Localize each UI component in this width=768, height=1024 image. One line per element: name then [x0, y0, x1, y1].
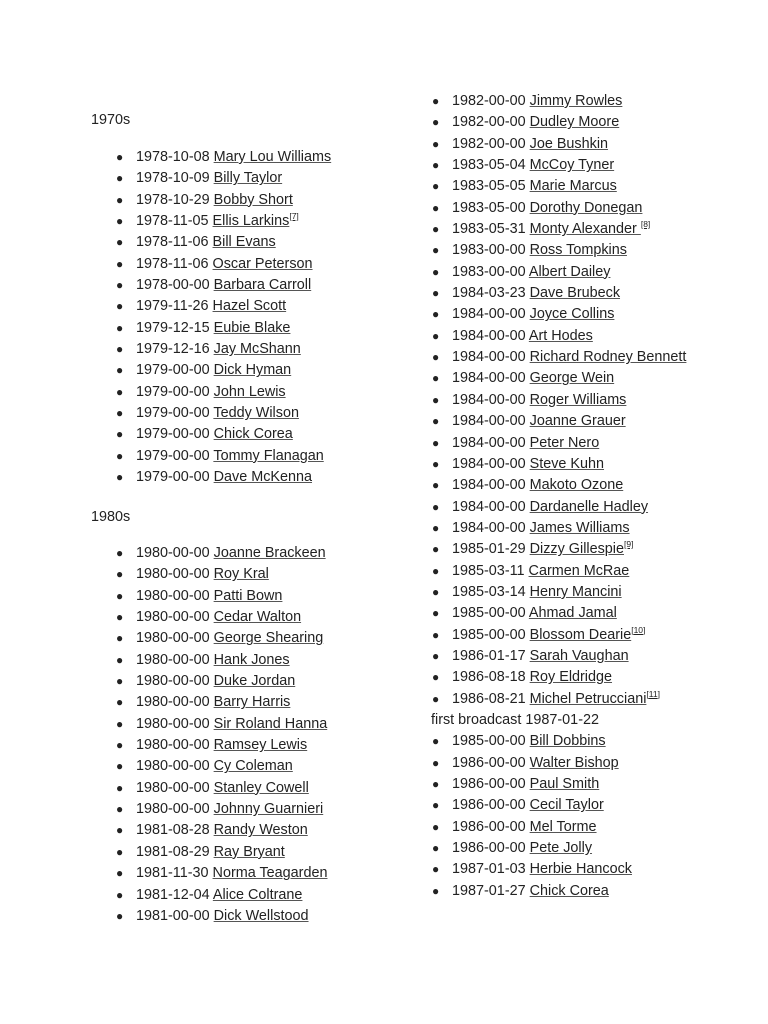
list-1980s: [116, 543, 328, 927]
list-right-column: [431, 91, 712, 902]
list-item: [432, 603, 712, 624]
artist-link[interactable]: Cecil Taylor: [529, 797, 604, 814]
list-item: [116, 714, 328, 735]
bullet-icon: ●: [116, 150, 124, 164]
bullet-icon: ●: [432, 307, 440, 322]
bullet-icon: ●: [432, 648, 440, 663]
artist-link[interactable]: Makoto Ozone: [529, 477, 624, 494]
bullet-icon: ●: [432, 627, 440, 642]
entry-date: 1980-00-00: [136, 587, 210, 604]
artist-link[interactable]: Bill Evans: [212, 234, 276, 251]
list-item: [116, 564, 327, 585]
entry-date: 1984-00-00: [452, 349, 526, 366]
artist-link[interactable]: McCoy Tyner: [529, 157, 615, 174]
bullet-icon: ●: [116, 192, 124, 207]
artist-link[interactable]: Roy Kral: [213, 566, 269, 583]
list-item: [432, 262, 712, 283]
artist-link[interactable]: Tommy Flanagan: [213, 447, 324, 464]
list-item: [432, 497, 712, 518]
entry-date: 1984-00-00: [452, 434, 526, 451]
artist-link[interactable]: Patti Bown: [213, 587, 283, 604]
bullet-icon: ●: [116, 610, 124, 625]
artist-link[interactable]: Monty Alexander: [529, 221, 641, 238]
bullet-icon: ●: [116, 652, 124, 667]
artist-link[interactable]: Billy Taylor: [213, 170, 283, 187]
entry-date: 1980-00-00: [136, 694, 210, 711]
artist-link[interactable]: Barry Harris: [213, 694, 291, 711]
artist-link[interactable]: Hazel Scott: [212, 298, 287, 315]
bullet-icon: ●: [116, 448, 124, 463]
list-item: [116, 586, 327, 607]
list-item: [116, 628, 327, 649]
list-item: [432, 219, 712, 240]
bullet-icon: ●: [116, 406, 124, 421]
bullet-icon: ●: [432, 414, 440, 429]
entry-date: 1982-00-00: [452, 135, 526, 152]
bullet-icon: ●: [116, 278, 124, 293]
list-item: [432, 176, 712, 197]
entry-date: 1987-01-03: [452, 861, 526, 878]
artist-link[interactable]: Dorothy Donegan: [529, 199, 643, 216]
bullet-icon: ●: [432, 862, 440, 877]
artist-link[interactable]: George Wein: [529, 370, 615, 387]
bullet-icon: ●: [432, 841, 440, 856]
bullet-icon: ●: [116, 908, 124, 923]
list-item: [116, 232, 331, 253]
entry-date: 1981-00-00: [136, 907, 210, 924]
bullet-icon: ●: [116, 759, 124, 774]
artist-link[interactable]: Teddy Wilson: [213, 405, 299, 422]
list-item: [116, 799, 327, 820]
artist-link[interactable]: Michel Petrucciani: [529, 690, 647, 707]
section-heading-1970s: 1970s: [91, 112, 131, 128]
entry-note: first broadcast 1987-01-22: [431, 711, 599, 728]
list-item: [432, 91, 712, 112]
list-item: [432, 475, 712, 496]
bullet-icon: ●: [432, 371, 440, 386]
reference-link[interactable]: [7]: [289, 211, 299, 222]
artist-link[interactable]: Roger Williams: [529, 391, 627, 408]
bullet-icon: ●: [432, 499, 440, 514]
artist-link[interactable]: Jimmy Rowles: [529, 93, 623, 109]
entry-date: 1982-00-00: [452, 93, 526, 109]
bullet-icon: ●: [116, 716, 124, 731]
list-item: [432, 582, 712, 603]
artist-link[interactable]: Peter Nero: [529, 434, 600, 451]
entry-date: 1980-00-00: [136, 801, 210, 818]
list-item: [116, 424, 331, 445]
bullet-icon: ●: [116, 427, 124, 442]
entry-date: 1986-00-00: [452, 840, 526, 857]
entry-date: 1983-05-05: [452, 178, 526, 195]
entry-date: 1985-03-11: [452, 562, 525, 579]
artist-link[interactable]: Sir Roland Hanna: [213, 715, 328, 732]
bullet-icon: ●: [116, 299, 124, 314]
entry-date: 1985-00-00: [452, 626, 526, 643]
entry-date: 1984-03-23: [452, 285, 526, 302]
list-item: [116, 147, 332, 168]
entry-date: 1984-00-00: [452, 370, 526, 387]
artist-link[interactable]: Joyce Collins: [529, 306, 615, 323]
entry-date: 1980-00-00: [136, 758, 210, 775]
list-item: [116, 339, 331, 360]
entry-date: 1979-00-00: [136, 426, 210, 443]
entry-date: 1986-00-00: [452, 818, 526, 835]
bullet-icon: ●: [116, 320, 124, 335]
bullet-icon: ●: [432, 478, 440, 493]
artist-link[interactable]: Ross Tompkins: [529, 242, 627, 259]
list-item: [116, 190, 331, 211]
list-item: [116, 211, 331, 232]
bullet-icon: ●: [116, 214, 124, 229]
list-item: [116, 650, 327, 671]
artist-link[interactable]: Oscar Peterson: [212, 255, 313, 272]
entry-date: 1980-00-00: [136, 545, 210, 561]
bullet-icon: ●: [116, 866, 124, 881]
bullet-icon: ●: [116, 631, 124, 646]
list-item: [432, 838, 712, 859]
entry-date: 1986-08-18: [452, 669, 526, 686]
bullet-icon: ●: [432, 606, 440, 621]
entry-date: 1978-11-06: [136, 234, 209, 251]
list-item: [116, 446, 331, 467]
list-item: [116, 168, 331, 189]
entry-date: 1978-10-29: [136, 191, 210, 208]
artist-link[interactable]: James Williams: [529, 519, 630, 536]
bullet-icon: ●: [116, 780, 124, 795]
artist-link[interactable]: Steve Kuhn: [529, 455, 605, 472]
entry-date: 1984-00-00: [452, 477, 526, 494]
artist-link[interactable]: Roy Eldridge: [529, 669, 613, 686]
bullet-icon: ●: [432, 691, 440, 706]
list-item: [432, 240, 712, 261]
artist-link[interactable]: Ahmad Jamal: [528, 605, 617, 622]
list-item: [432, 326, 712, 347]
entry-date: 1979-00-00: [136, 405, 210, 422]
artist-link[interactable]: Dave Brubeck: [529, 285, 621, 302]
bullet-icon: ●: [432, 94, 440, 108]
list-item: [116, 778, 327, 799]
list-item: [432, 881, 712, 902]
entry-date: 1979-00-00: [136, 469, 210, 486]
list-item: [432, 774, 712, 795]
entry-date: 1978-11-06: [136, 255, 209, 272]
list-1970s: [116, 147, 332, 489]
entry-date: 1983-00-00: [452, 242, 526, 259]
list-item: [432, 155, 712, 176]
section-heading-1980s: 1980s: [91, 509, 131, 525]
bullet-icon: ●: [432, 136, 440, 151]
bullet-icon: ●: [432, 243, 440, 258]
bullet-icon: ●: [432, 542, 440, 557]
list-item: [432, 454, 712, 475]
list-item: [432, 539, 712, 560]
entry-date: 1979-00-00: [136, 362, 210, 379]
bullet-icon: ●: [116, 546, 124, 560]
artist-link[interactable]: Paul Smith: [529, 776, 600, 792]
artist-link[interactable]: Dave McKenna: [213, 469, 313, 486]
bullet-icon: ●: [116, 342, 124, 357]
bullet-icon: ●: [432, 115, 440, 130]
bullet-icon: ●: [432, 883, 440, 898]
entry-date: 1980-00-00: [136, 566, 210, 583]
artist-link[interactable]: Marie Marcus: [529, 178, 617, 195]
list-item: [431, 688, 712, 732]
entry-date: 1982-00-00: [452, 114, 526, 131]
artist-link[interactable]: Richard Rodney Bennett: [529, 349, 687, 366]
entry-date: 1985-00-00: [452, 733, 526, 750]
list-item: [116, 403, 331, 424]
artist-link[interactable]: Joanne Brackeen: [213, 545, 326, 561]
bullet-icon: ●: [116, 887, 124, 902]
artist-link[interactable]: Walter Bishop: [529, 754, 619, 771]
list-item: [116, 607, 327, 628]
list-item: [432, 753, 712, 774]
artist-link[interactable]: Dick Wellstood: [213, 907, 309, 924]
bullet-icon: ●: [432, 350, 440, 365]
artist-link[interactable]: Blossom Dearie: [529, 626, 632, 643]
entry-date: 1986-00-00: [452, 776, 526, 792]
list-item: [116, 382, 331, 403]
artist-link[interactable]: Duke Jordan: [213, 673, 296, 690]
artist-link[interactable]: Joe Bushkin: [529, 135, 609, 152]
list-item: [116, 318, 331, 339]
entry-date: 1984-00-00: [452, 455, 526, 472]
entry-date: 1984-00-00: [452, 413, 526, 430]
entry-date: 1986-00-00: [452, 797, 526, 814]
artist-link[interactable]: Ray Bryant: [213, 843, 285, 860]
list-item: [116, 756, 327, 777]
artist-link[interactable]: Dudley Moore: [529, 114, 620, 131]
list-item: [116, 842, 327, 863]
entry-date: 1978-10-08: [136, 149, 210, 165]
reference-link[interactable]: [8]: [640, 219, 651, 230]
bullet-icon: ●: [432, 520, 440, 535]
entry-date: 1980-00-00: [136, 715, 210, 732]
artist-link[interactable]: Mary Lou Williams: [213, 149, 332, 165]
artist-link[interactable]: Art Hodes: [528, 327, 593, 344]
artist-link[interactable]: Henry Mancini: [529, 583, 622, 600]
bullet-icon: ●: [432, 392, 440, 407]
list-item: [116, 543, 327, 564]
bullet-icon: ●: [116, 470, 124, 485]
artist-link[interactable]: Stanley Cowell: [213, 779, 309, 796]
entry-date: 1979-12-16: [136, 341, 210, 358]
entry-date: 1981-11-30: [136, 865, 209, 882]
artist-link[interactable]: Ramsey Lewis: [213, 737, 308, 754]
list-item: [432, 795, 712, 816]
bullet-icon: ●: [432, 222, 440, 237]
list-item: [432, 667, 712, 688]
artist-link[interactable]: Bobby Short: [213, 191, 293, 208]
bullet-icon: ●: [116, 171, 124, 186]
list-item: [116, 735, 327, 756]
bullet-icon: ●: [116, 844, 124, 859]
artist-link[interactable]: Pete Jolly: [529, 840, 593, 857]
bullet-icon: ●: [116, 674, 124, 689]
artist-link[interactable]: Eubie Blake: [213, 319, 291, 336]
entry-date: 1984-00-00: [452, 306, 526, 323]
bullet-icon: ●: [116, 802, 124, 817]
list-item: [432, 624, 712, 646]
bullet-icon: ●: [432, 819, 440, 834]
bullet-icon: ●: [116, 588, 124, 603]
artist-link[interactable]: Barbara Carroll: [213, 277, 312, 294]
entry-date: 1986-00-00: [452, 754, 526, 771]
bullet-icon: ●: [432, 158, 440, 173]
entry-date: 1978-00-00: [136, 277, 210, 294]
list-item: [432, 134, 712, 155]
entry-date: 1979-00-00: [136, 383, 210, 400]
list-item: [432, 390, 712, 411]
entry-date: 1979-00-00: [136, 447, 210, 464]
artist-link[interactable]: Jay McShann: [213, 341, 301, 358]
entry-date: 1985-03-14: [452, 583, 526, 600]
entry-date: 1981-08-29: [136, 843, 210, 860]
list-item: [116, 296, 331, 317]
list-item: [432, 433, 712, 454]
artist-link[interactable]: Dizzy Gillespie: [529, 541, 624, 558]
entry-date: 1983-05-00: [452, 199, 526, 216]
artist-link[interactable]: John Lewis: [213, 383, 286, 400]
artist-link[interactable]: Dardanelle Hadley: [529, 498, 649, 515]
list-item: [116, 671, 327, 692]
bullet-icon: ●: [116, 363, 124, 378]
artist-link[interactable]: Randy Weston: [213, 822, 308, 839]
bullet-icon: ●: [432, 328, 440, 343]
entry-date: 1980-00-00: [136, 609, 210, 626]
list-item: [432, 347, 712, 368]
list-item: [432, 411, 712, 432]
bullet-icon: ●: [432, 777, 440, 791]
artist-link[interactable]: Hank Jones: [213, 651, 290, 668]
bullet-icon: ●: [432, 179, 440, 194]
list-item: [116, 254, 331, 275]
list-item: [116, 275, 331, 296]
entry-date: 1978-10-09: [136, 170, 210, 187]
bullet-icon: ●: [116, 384, 124, 399]
list-item: [116, 885, 327, 906]
list-item: [116, 692, 327, 713]
artist-link[interactable]: Dick Hyman: [213, 362, 292, 379]
reference-link[interactable]: [11]: [646, 688, 660, 699]
entry-date: 1984-00-00: [452, 498, 526, 515]
entry-date: 1985-00-00: [452, 605, 526, 622]
entry-date: 1980-00-00: [136, 673, 210, 690]
entry-date: 1981-08-28: [136, 822, 210, 839]
entry-date: 1983-05-31: [452, 221, 526, 238]
entry-date: 1983-05-04: [452, 157, 526, 174]
bullet-icon: ●: [116, 823, 124, 838]
reference-link[interactable]: [9]: [624, 539, 634, 550]
bullet-icon: ●: [432, 456, 440, 471]
artist-link[interactable]: Norma Teagarden: [212, 865, 328, 882]
artist-link[interactable]: Joanne Grauer: [529, 413, 626, 430]
list-item: [432, 198, 712, 219]
list-item: [116, 820, 327, 841]
bullet-icon: ●: [432, 200, 440, 215]
entry-date: 1983-00-00: [452, 263, 526, 280]
bullet-icon: ●: [432, 286, 440, 301]
artist-link[interactable]: Bill Dobbins: [529, 733, 606, 750]
reference-link[interactable]: [10]: [631, 624, 646, 635]
bullet-icon: ●: [432, 563, 440, 578]
bullet-icon: ●: [432, 670, 440, 685]
artist-link[interactable]: Mel Torme: [529, 818, 597, 835]
entry-date: 1986-01-17: [452, 647, 526, 664]
artist-link[interactable]: Alice Coltrane: [212, 886, 303, 903]
bullet-icon: ●: [432, 755, 440, 770]
entry-date: 1984-00-00: [452, 391, 526, 408]
artist-link[interactable]: Johnny Guarnieri: [213, 801, 324, 818]
bullet-icon: ●: [432, 435, 440, 450]
list-item: [116, 467, 331, 488]
list-item: [432, 112, 712, 133]
list-item: [432, 368, 712, 389]
list-item: [116, 863, 328, 884]
entry-date: 1980-00-00: [136, 630, 210, 647]
bullet-icon: ●: [116, 695, 124, 710]
entry-date: 1984-00-00: [452, 327, 526, 344]
bullet-icon: ●: [116, 256, 124, 271]
entry-date: 1986-08-21: [452, 690, 526, 707]
bullet-icon: ●: [432, 264, 440, 279]
artist-link[interactable]: Chick Corea: [213, 426, 293, 443]
list-item: [432, 283, 712, 304]
artist-link[interactable]: Ellis Larkins: [212, 213, 290, 230]
artist-link[interactable]: Cedar Walton: [213, 609, 302, 626]
artist-link[interactable]: Chick Corea: [529, 882, 609, 899]
artist-link[interactable]: Herbie Hancock: [529, 861, 633, 878]
list-item: [432, 561, 712, 582]
entry-date: 1980-00-00: [136, 779, 210, 796]
entry-date: 1984-00-00: [452, 519, 526, 536]
list-item: [116, 906, 327, 927]
artist-link[interactable]: George Shearing: [213, 630, 324, 647]
list-item: [432, 731, 712, 752]
entry-date: 1985-01-29: [452, 541, 526, 558]
list-item: [432, 859, 712, 880]
list-item: [432, 304, 712, 325]
entry-date: 1981-12-04: [136, 886, 210, 903]
entry-date: 1978-11-05: [136, 213, 209, 230]
entry-date: 1979-12-15: [136, 319, 210, 336]
bullet-icon: ●: [116, 235, 124, 250]
entry-date: 1987-01-27: [452, 882, 526, 899]
bullet-icon: ●: [432, 584, 440, 599]
artist-link[interactable]: Sarah Vaughan: [529, 647, 629, 664]
entry-date: 1979-11-26: [136, 298, 209, 315]
list-item: [432, 518, 712, 539]
list-item: [432, 646, 712, 667]
artist-link[interactable]: Albert Dailey: [528, 263, 611, 280]
bullet-icon: ●: [432, 798, 440, 813]
artist-link[interactable]: Carmen McRae: [528, 562, 630, 579]
list-item: [116, 360, 331, 381]
entry-date: 1980-00-00: [136, 737, 210, 754]
bullet-icon: ●: [116, 567, 124, 582]
bullet-icon: ●: [432, 734, 440, 749]
list-item: [432, 817, 712, 838]
bullet-icon: ●: [116, 738, 124, 753]
entry-date: 1980-00-00: [136, 651, 210, 668]
artist-link[interactable]: Cy Coleman: [213, 758, 293, 775]
